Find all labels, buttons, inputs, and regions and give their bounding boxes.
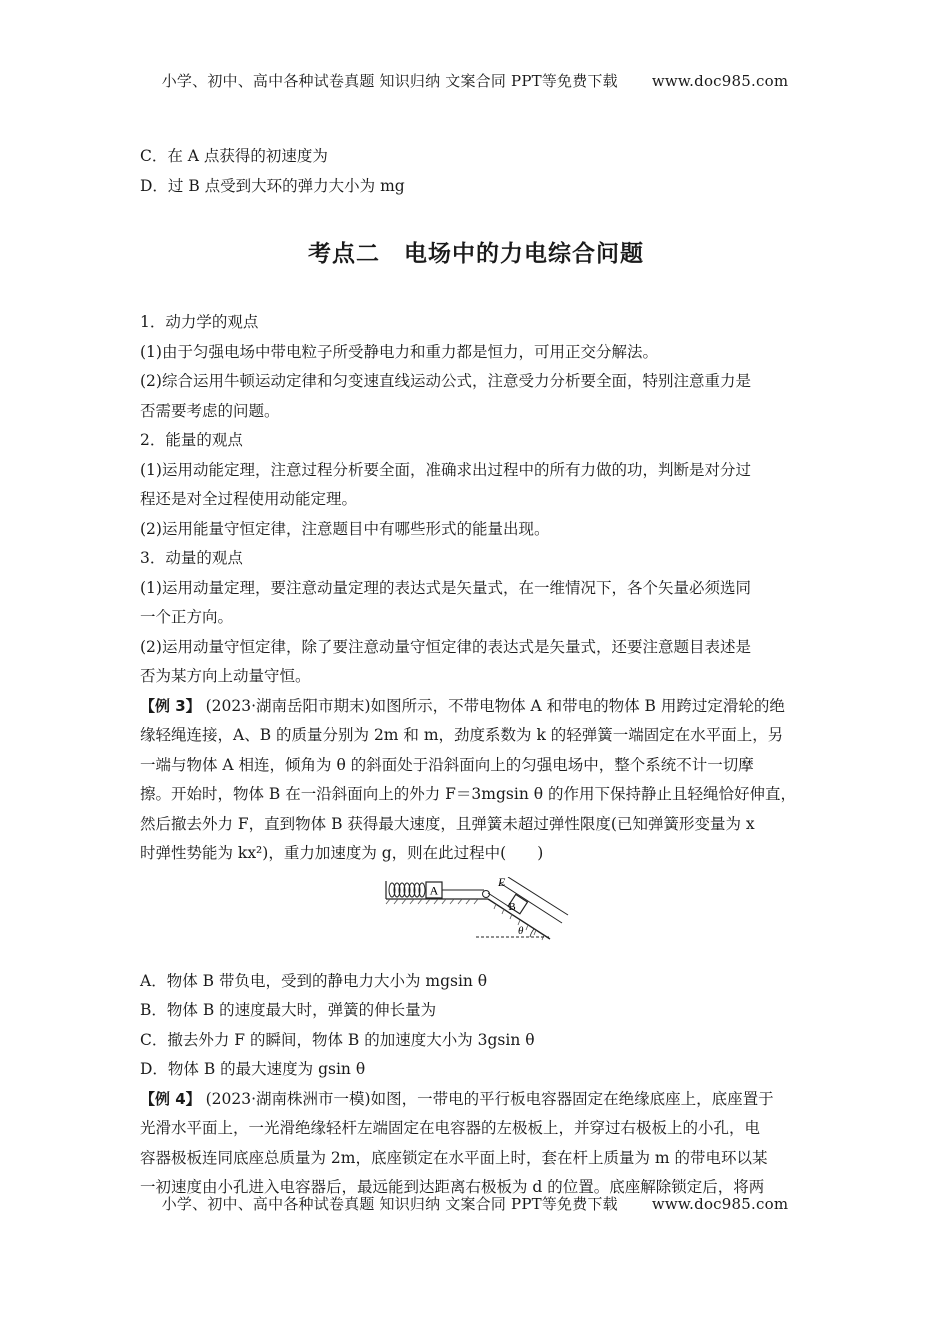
point-1-a: (1)由于匀强电场中带电粒子所受静电力和重力都是恒力，可用正交分解法。 [140,342,658,361]
footer-site[interactable]: www.doc985.com [651,1195,789,1213]
point-3-b-line1: (2)运用动量守恒定律，除了要注意动量守恒定律的表达式是矢量式，还要注意题目表述是 [140,637,751,656]
page-footer [0,1193,950,1214]
angle-arc [530,929,534,937]
incline-diagram [380,877,570,957]
option-c-prev: C．在 A 点获得的初速度为 [140,147,328,165]
point-2-a-line2: 程还是对全过程使用动能定理。 [140,490,358,508]
rope-incline [488,893,508,906]
example-3-option-d: D．物体 B 的最大速度为 gsin θ [140,1060,366,1078]
page-content [140,142,812,1203]
example-4-label: 【例 4】 [140,1089,201,1108]
label-theta: θ [518,924,524,937]
point-2-a-line1: (1)运用动能定理，注意过程分析要全面，准确求出过程中的所有力做的功，判断是对分过 [140,460,751,479]
point-3-a-line1: (1)运用动量定理，要注意动量定理的表达式是矢量式，在一维情况下，各个矢量必须选同 [140,578,751,597]
option-d-prev: D．过 B 点受到大环的弹力大小为 mg [140,176,405,195]
point-1-title: 1．动力学的观点 [140,313,259,331]
point-3-a-line2: 一个正方向。 [140,608,234,626]
example-3-line6: 时弹性势能为 kx²)，重力加速度为 g，则在此过程中( ) [140,844,544,862]
ground-hatch [386,899,478,904]
page-header [0,70,950,91]
pulley [483,890,490,897]
footer-text: 小学、初中、高中各种试卷真题 知识归纳 文案合同 PPT等免费下载 [161,1195,618,1213]
example-3-label: 【例 3】 [140,696,201,715]
example-3-line1 [140,692,812,722]
point-2-title: 2．能量的观点 [140,431,243,449]
spring [389,883,425,897]
example-3-option-c: C．撤去外力 F 的瞬间，物体 B 的加速度大小为 3gsin θ [140,1030,535,1049]
point-1-b-line1: (2)综合运用牛顿运动定律和匀变速直线运动公式，注意受力分析要全面，特别注意重力是 [140,372,751,390]
example-4-line4: 一初速度由小孔进入电容器后，最远能到达距离右极板为 d 的位置。底座解除锁定后，将两 [140,1178,765,1196]
example-3-option-b: B．物体 B 的速度最大时，弹簧的伸长量为 [140,1001,437,1019]
label-a: A [429,883,439,897]
example-4-line2: 光滑水平面上，一光滑绝缘轻杆左端固定在电容器的左极板上，并穿过右极板上的小孔，电 [140,1119,761,1137]
point-1-b-line2: 否需要考虑的问题。 [140,401,280,420]
example-3-line2: 缘轻绳连接，A、B 的质量分别为 2m 和 m，劲度系数为 k 的轻弹簧一端固定在水平面上，另 [140,726,784,744]
label-b: B [508,900,516,913]
header-text: 小学、初中、高中各种试卷真题 知识归纳 文案合同 PPT等免费下载 [161,72,618,90]
example-3-option-a: A．物体 B 带负电，受到的静电力大小为 mgsin θ [140,971,488,990]
example-3-line5: 然后撤去外力 F，直到物体 B 获得最大速度，且弹簧未超过弹性限度(已知弹簧形变量为 x [140,814,755,833]
example-3-line1-text: (2023·湖南岳阳市期末)如图所示，不带电物体 A 和带电的物体 B 用跨过定滑轮的绝 [200,696,785,715]
example-3-line4: 擦。开始时，物体 B 在一沿斜面向上的外力 F＝3mgsin θ 的作用下保持静止且轻绳恰好伸直， [140,785,796,803]
example-4-line3: 容器极板连同底座总质量为 2m，底座锁定在水平面上时，套在杆上质量为 m 的带电环以某 [140,1148,768,1167]
example-4-line1-text: (2023·湖南株洲市一模)如图，一带电的平行板电容器固定在绝缘底座上，底座置于 [200,1089,774,1108]
point-2-b: (2)运用能量守恒定律，注意题目中有哪些形式的能量出现。 [140,519,550,538]
section-title: 考点二 电场中的力电综合问题 [308,241,644,267]
example-3-line3: 一端与物体 A 相连，倾角为 θ 的斜面处于沿斜面向上的匀强电场中，整个系统不计一切摩 [140,755,754,774]
header-site[interactable]: www.doc985.com [651,72,789,90]
example-4-line1 [140,1085,812,1115]
label-e: E [498,876,506,889]
example-3-figure [140,871,812,963]
point-3-title: 3．动量的观点 [140,549,243,567]
point-3-b-line2: 否为某方向上动量守恒。 [140,667,311,685]
